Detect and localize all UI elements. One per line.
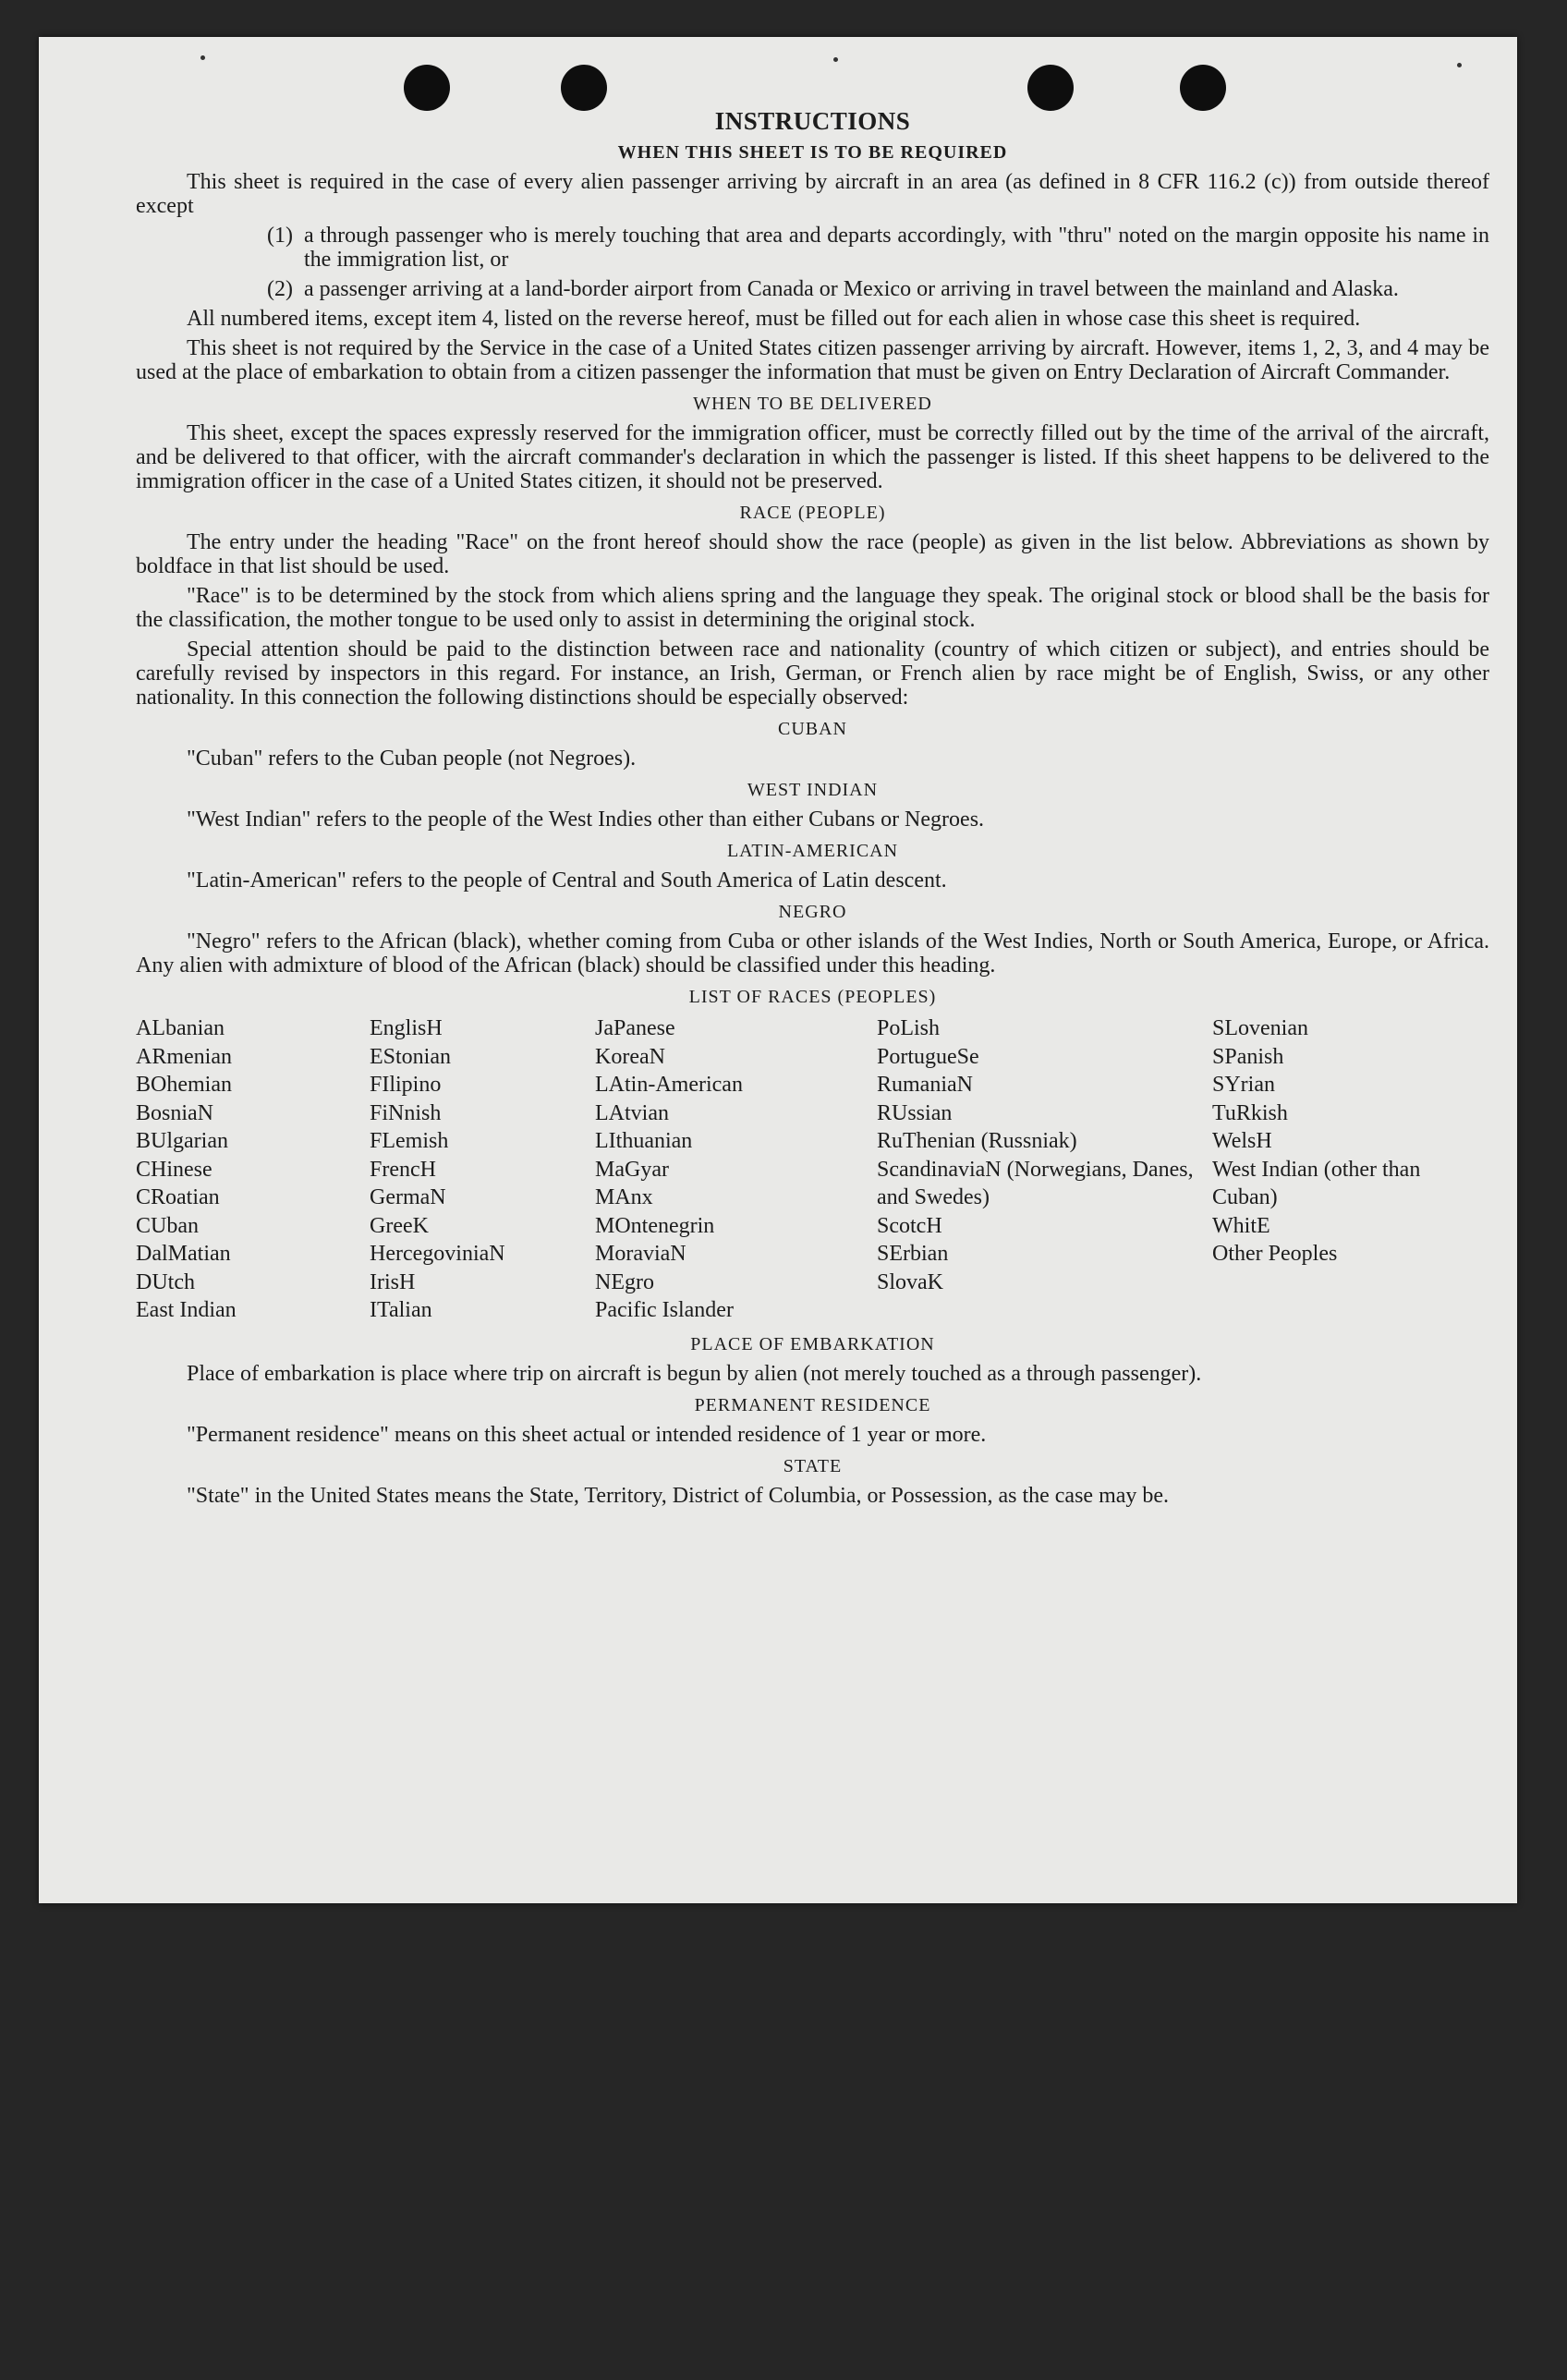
item-text: a passenger arriving at a land-border airport from Canada or Mexico or arriving in travel between the mainland and Alaska.: [304, 277, 1399, 301]
page-title: INSTRUCTIONS: [714, 107, 911, 135]
section-heading-required: WHEN THIS SHEET IS TO BE REQUIRED: [617, 142, 1008, 163]
section-heading-race: RACE (PEOPLE): [739, 503, 886, 523]
race-item: FiNnish: [370, 1100, 442, 1125]
race-item: TuRkish: [1212, 1100, 1288, 1125]
paragraph: The entry under the heading "Race" on the front hereof should show the race (people) as given in the list below. Abbreviations as shown by boldface in that list should be used.: [136, 530, 1489, 578]
race-item: RumaniaN: [877, 1073, 973, 1097]
race-list: [136, 1014, 1489, 1325]
item-number: (2): [267, 277, 293, 301]
race-item: PortugueSe: [877, 1044, 979, 1069]
race-item: ITalian: [370, 1298, 432, 1322]
race-column: [877, 1014, 1212, 1325]
race-item: BUlgarian: [136, 1129, 228, 1153]
item-number: (1): [267, 224, 293, 248]
race-item: FLemish: [370, 1129, 449, 1153]
race-item: MaGyar: [595, 1157, 669, 1182]
race-item: East Indian: [136, 1298, 237, 1322]
race-item: CHinese: [136, 1157, 213, 1182]
race-column: [595, 1014, 877, 1325]
race-item: FIlipino: [370, 1073, 442, 1097]
paragraph: "Cuban" refers to the Cuban people (not Negroes).: [187, 747, 637, 771]
punch-hole: [1180, 65, 1226, 111]
subheading-latin-american: LATIN-AMERICAN: [726, 841, 899, 861]
race-item: JaPanese: [595, 1016, 675, 1040]
race-item: LAtin-American: [595, 1073, 743, 1097]
subheading-west-indian: WEST INDIAN: [747, 780, 879, 800]
race-item: EStonian: [370, 1044, 451, 1069]
race-item: WelsH: [1212, 1129, 1272, 1153]
list-heading: LIST OF RACES (PEOPLES): [688, 987, 937, 1007]
race-item: ScotcH: [877, 1213, 942, 1238]
paragraph: All numbered items, except item 4, listed on the reverse hereof, must be filled out for each alien in whose case this sheet is required.: [187, 307, 1361, 331]
punch-hole: [404, 65, 450, 111]
race-item: SErbian: [877, 1242, 949, 1266]
item-text: a through passenger who is merely touching that area and departs accordingly, with "thru" noted on the margin opposite his name in the immigration list, or: [304, 224, 1489, 272]
paragraph: "West Indian" refers to the people of the West Indies other than either Cubans or Negroes.: [187, 808, 985, 832]
race-item: KoreaN: [595, 1044, 665, 1069]
paragraph: "State" in the United States means the State, Territory, District of Columbia, or Possession, as the case may be.: [187, 1483, 1170, 1508]
race-item: MOntenegrin: [595, 1213, 715, 1238]
race-item: IrisH: [370, 1269, 416, 1294]
race-column: [1212, 1014, 1489, 1325]
section-heading-delivered: WHEN TO BE DELIVERED: [693, 394, 932, 414]
race-item: SYrian: [1212, 1073, 1275, 1097]
race-item: SlovaK: [877, 1269, 943, 1294]
race-item: ALbanian: [136, 1016, 225, 1040]
paragraph: This sheet, except the spaces expressly reserved for the immigration officer, must be correctly filled out by the time of the arrival of the aircraft, and be delivered to that officer, with the aircraft commander's declaration in which the passenger is listed. If this sheet happens to be delivered to the immigration officer in the case of a United States citizen, it should not be preserved.: [136, 421, 1489, 493]
race-item: HercegoviniaN: [370, 1242, 505, 1266]
race-item: MoraviaN: [595, 1242, 686, 1266]
punch-hole: [561, 65, 607, 111]
race-item: West Indian (other than Cuban): [1212, 1157, 1421, 1209]
race-item: BOhemian: [136, 1073, 232, 1097]
exception-item: [136, 277, 1489, 301]
race-item: WhitE: [1212, 1213, 1270, 1238]
race-item: Other Peoples: [1212, 1242, 1338, 1266]
paragraph: Place of embarkation is place where trip on aircraft is begun by alien (not merely touched as a through passenger).: [187, 1361, 1202, 1386]
document-page: [39, 37, 1517, 1903]
section-heading-state: STATE: [783, 1455, 843, 1476]
race-item: CRoatian: [136, 1185, 220, 1209]
paragraph: "Negro" refers to the African (black), whether coming from Cuba or other islands of the West Indies, North or South America, Europe, or Africa. Any alien with admixture of blood of the African (black) should be classified under this heading.: [136, 929, 1489, 978]
race-item: GermaN: [370, 1185, 446, 1209]
subheading-negro: NEGRO: [778, 902, 847, 922]
paragraph: "Race" is to be determined by the stock from which aliens spring and the language they speak. The original stock or blood shall be the basis for the classification, the mother tongue to be used only to assist in determining the original stock.: [136, 584, 1489, 632]
race-item: FrencH: [370, 1157, 436, 1182]
race-item: EnglisH: [370, 1016, 443, 1040]
race-item: CUban: [136, 1213, 199, 1238]
race-item: RUssian: [877, 1100, 953, 1125]
race-column: [370, 1014, 595, 1325]
instructions-content: [136, 109, 1489, 1513]
race-item: DUtch: [136, 1269, 195, 1294]
section-heading-embarkation: PLACE OF EMBARKATION: [690, 1333, 935, 1354]
race-item: PoLish: [877, 1016, 941, 1040]
race-column: [136, 1014, 370, 1325]
race-item: DalMatian: [136, 1242, 231, 1266]
race-item: LAtvian: [595, 1100, 669, 1125]
race-item: RuThenian (Russniak): [877, 1129, 1077, 1153]
paragraph: "Latin-American" refers to the people of Central and South America of Latin descent.: [187, 868, 947, 892]
paragraph: This sheet is required in the case of every alien passenger arriving by aircraft in an area (as defined in 8 CFR 116.2 (c)) from outside thereof except: [136, 170, 1489, 218]
race-item: ARmenian: [136, 1044, 232, 1069]
subheading-cuban: CUBAN: [777, 719, 847, 739]
race-item: BosniaN: [136, 1100, 213, 1125]
race-item: SLovenian: [1212, 1016, 1308, 1040]
section-heading-residence: PERMANENT RESIDENCE: [694, 1394, 931, 1415]
paragraph: Special attention should be paid to the distinction between race and nationality (country of which citizen or subject), and entries should be carefully revised by inspectors in this regard. For instance, an Irish, German, or French alien by race might be of English, Swiss, or any other nationality. In this connection the following distinctions should be especially observed:: [136, 638, 1489, 710]
race-item: Pacific Islander: [595, 1298, 734, 1322]
race-item: GreeK: [370, 1213, 429, 1238]
race-item: ScandinaviaN (Norwegians, Danes, and Swedes): [877, 1157, 1194, 1209]
paragraph: "Permanent residence" means on this sheet actual or intended residence of 1 year or more.: [187, 1422, 987, 1447]
race-item: SPanish: [1212, 1044, 1284, 1069]
exception-item: [136, 224, 1489, 272]
race-item: NEgro: [595, 1269, 654, 1294]
race-item: MAnx: [595, 1185, 653, 1209]
paragraph: This sheet is not required by the Service in the case of a United States citizen passenger arriving by aircraft. However, items 1, 2, 3, and 4 may be used at the place of embarkation to obtain from a citizen passenger the information that must be given on Entry Declaration of Aircraft Commander.: [136, 336, 1489, 384]
race-item: LIthuanian: [595, 1129, 693, 1153]
punch-hole: [1027, 65, 1074, 111]
